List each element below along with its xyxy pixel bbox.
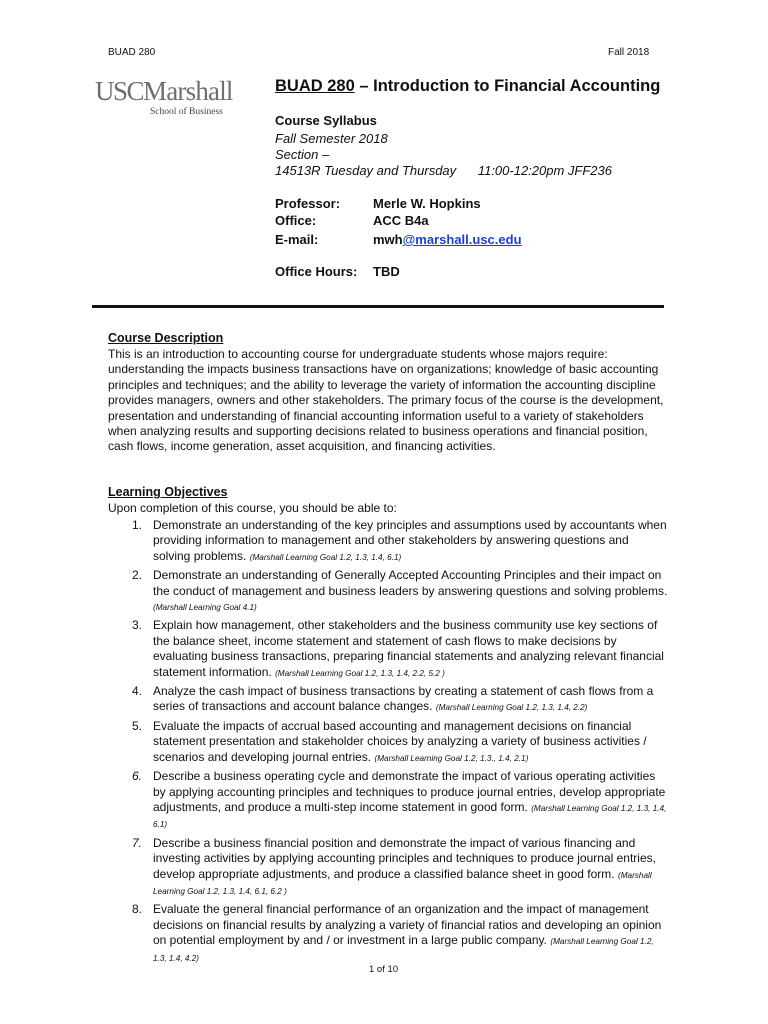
learning-objectives-list [108,518,668,969]
objective-goal: (Marshall Learning Goal 1.2, 1.3, 1.4, 2.2) [435,703,588,713]
syllabus-semester: Fall Semester 2018 [275,131,388,146]
objective-number: 4. [132,684,143,699]
office-hours-value: TBD [373,264,400,279]
professor-name: Merle W. Hopkins [373,196,481,211]
usc-marshall-logo [95,76,233,117]
objective-number: 8. [132,902,143,917]
title-rest: – Introduction to Financial Accounting [354,77,661,95]
professor-label: Professor: [275,196,341,211]
objective-number: 7. [132,835,143,850]
office-hours-label: Office Hours: [275,264,358,279]
course-title [275,77,660,96]
objective-text: Explain how management, other stakeholders and the business community use key sections of the balance sheet, income statement and statement of cash flows to make decisions by evaluating business transactions, preparing financial statements and analyzing relevant financial statement information. [153,618,664,679]
page-number: 1 of 10 [369,964,399,975]
header-term: Fall 2018 [608,47,650,58]
office-hours-row [275,264,400,280]
email-user: mwh [373,232,403,247]
syllabus-heading: Course Syllabus [275,113,377,128]
objective-goal: (Marshall Learning Goal 1.2, 1.3., 1.4, 2.1) [374,753,529,763]
objective-text: Describe a business financial position and demonstrate the impact of various financing and investing activities by applying accounting principles and techniques to produce journal entries, develop appropriate adjustments, and produce a classified balance sheet in good form. [153,835,656,881]
learning-objectives-heading: Learning Objectives [108,485,228,499]
objective-goal: (Marshall Learning Goal 1.2, 1.3, 1.4, 4.2) [153,937,654,963]
objective-number: 2. [132,568,143,583]
objective-item [108,902,668,966]
header-course-code: BUAD 280 [108,47,156,58]
logo-usc: USC [95,76,144,106]
header-divider [92,305,664,308]
objective-goal: (Marshall Learning Goal 1.2, 1.3, 1.4, 6.1) [153,803,667,830]
objective-item [108,769,668,833]
objective-text: Evaluate the general financial performance of an organization and the impact of management decisions on financial results by analyzing a variety of financial ratios and developing an opinion on potential employment by and / or investment in a large public company. [153,902,662,948]
title-code: BUAD 280 [275,77,355,95]
objective-item [108,518,668,565]
objective-goal: (Marshall Learning Goal 4.1) [153,603,257,613]
syllabus-section: Section – [275,147,330,162]
objective-text: Describe a business operating cycle and demonstrate the impact of various operating activities by applying accounting principles and techniques to produce journal entries, develop appropriate adjustments, and produce a multi-step income statement in good form. [153,769,666,814]
syllabus-schedule: 14513R Tuesday and Thursday 11:00-12:20pm JFF236 [275,163,612,178]
objective-text: Evaluate the impacts of accrual based accounting and management decisions on financial statement presentation and stakeholder choices by analyzing a variety of business activities / scenarios and developing journal entries. [153,718,647,764]
objective-item [108,618,668,681]
objective-number: 1. [132,518,143,532]
learning-objectives-intro: Upon completion of this course, you should be able to: [108,501,397,515]
objective-text: Demonstrate an understanding of Generally Accepted Accounting Principles and their impact on the conduct of management and business leaders by answering questions and solving problems. [153,568,668,598]
objective-goal: (Marshall Learning Goal 1.2, 1.3, 1.4, 6.1) [249,552,402,562]
professor-row [275,196,481,212]
objective-item [108,684,668,716]
logo-school: School of Business [150,107,223,117]
objective-item [108,568,668,615]
office-label: Office: [275,213,317,228]
email-link[interactable]: @marshall.usc.edu [402,232,522,247]
office-value: ACC B4a [373,213,429,228]
logo-marshall: Marshall [143,76,233,106]
objective-goal: (Marshall Learning Goal 1.2, 1.3, 1.4, 6.1, 6.2 ) [153,870,652,896]
objective-goal: (Marshall Learning Goal 1.2, 1.3, 1.4, 2.2, 5.2 ) [275,668,445,678]
email-label: E-mail: [275,232,319,247]
objective-text: Demonstrate an understanding of the key principles and assumptions used by accountants when providing information to management and other stakeholders by answering questions and solving problems. [153,518,667,563]
objective-number: 6. [132,769,143,784]
objective-number: 3. [132,618,143,633]
objective-number: 5. [132,718,143,733]
office-row [275,213,429,229]
objective-text: Analyze the cash impact of business transactions by creating a statement of cash flows from a series of transactions and account balance changes. [153,684,654,714]
course-description-text: This is an introduction to accounting course for undergraduate students whose majors require: understanding the impacts business transactions have on organizations; knowledge of basic accounting principles and techniques; and the ability to leverage the variety of information the accounting discipline provides managers, owners and other stakeholders. The primary focus of the course is the development, presentation and understanding of financial accounting information useful to a variety of stakeholders when analyzing results and supporting decisions related to business operations and financial position, cash flows, income generation, asset acquisition, and financing activities. [108,347,664,454]
objective-item [108,836,668,900]
objective-item [108,719,668,766]
email-row [275,232,522,248]
course-description-heading: Course Description [108,331,224,345]
